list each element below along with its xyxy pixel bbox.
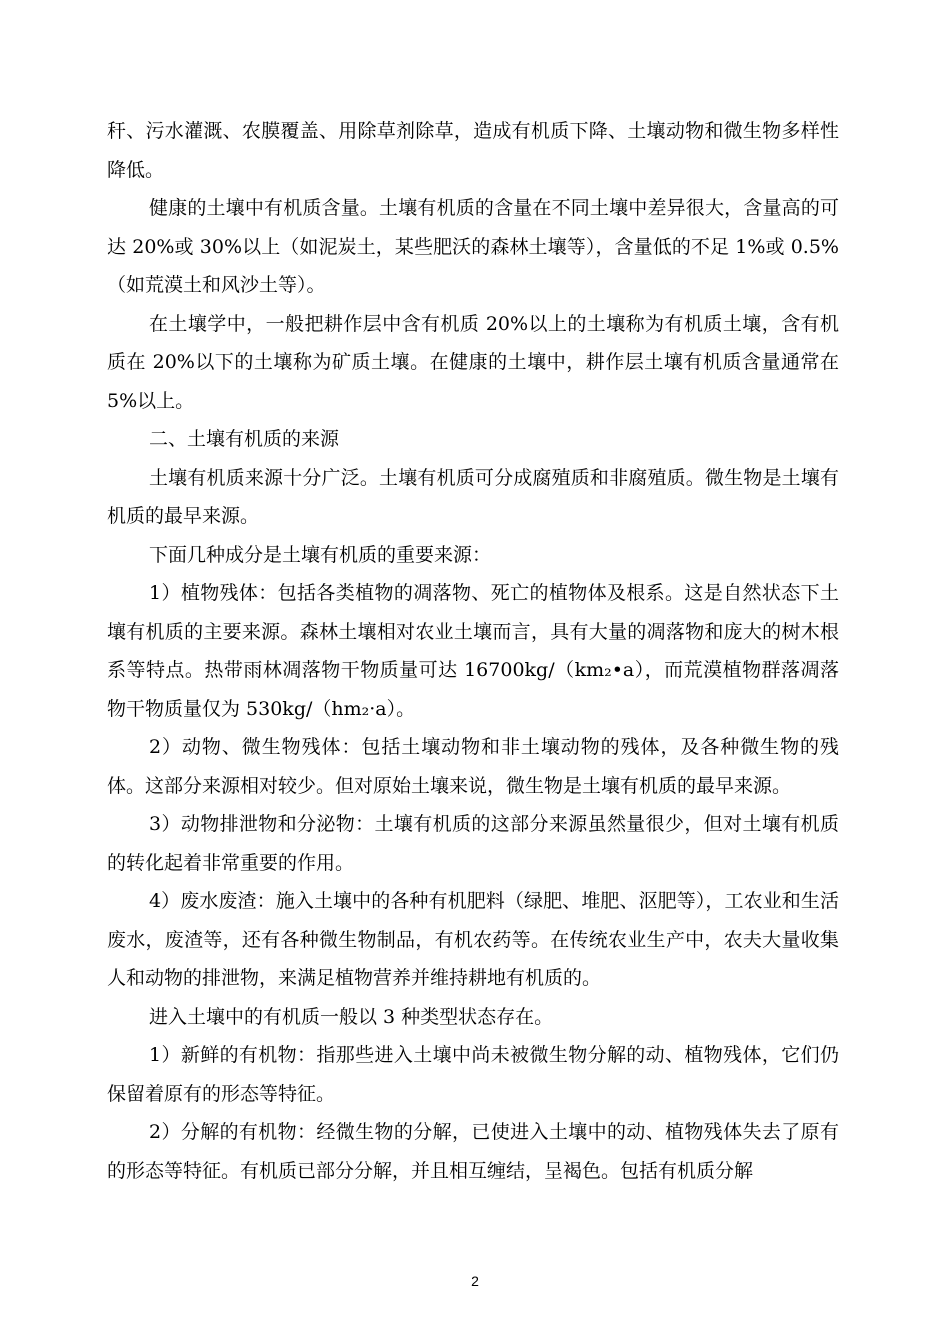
paragraph-3: 在土壤学中，一般把耕作层中含有机质 20%以上的土壤称为有机质土壤，含有机质在 20%以下的土壤称为矿质土壤。在健康的土壤中，耕作层土壤有机质含量通常在 5%以上。 (107, 312, 839, 412)
list-item-plant-residues: 1）植物残体：包括各类植物的凋落物、死亡的植物体及根系。这是自然状态下土壤有机质的主要来源。森林土壤相对农业土壤而言，具有大量的凋落物和庞大的树木根系等特点。热带雨林凋落物干物质量可达 16700kg/（km₂•a），而荒漠植物群落凋落物干物质量仅为 530kg/（hm₂·a）。 (107, 582, 839, 720)
paragraph-1: 秆、污水灌溉、农膜覆盖、用除草剂除草，造成有机质下降、土壤动物和微生物多样性降低。 (107, 120, 839, 181)
list-item-waste: 4）废水废渣：施入土壤中的各种有机肥料（绿肥、堆肥、沤肥等），工农业和生活废水，废渣等，还有各种微生物制品，有机农药等。在传统农业生产中，农夫大量收集人和动物的排泄物，来满足植物营养并维持耕地有机质的。 (107, 890, 839, 989)
list-item-animal-microbe-residues: 2）动物、微生物残体：包括土壤动物和非土壤动物的残体，及各种微生物的残体。这部分来源相对较少。但对原始土壤来说，微生物是土壤有机质的最早来源。 (107, 736, 839, 797)
document-body (107, 112, 839, 1190)
list-item-decomposed-organic: 2）分解的有机物：经微生物的分解，已使进入土壤中的动、植物残体失去了原有的形态等特征。有机质已部分分解，并且相互缠结，呈褐色。包括有机质分解 (107, 1121, 839, 1182)
paragraph-11: 进入土壤中的有机质一般以 3 种类型状态存在。 (149, 1005, 554, 1028)
paragraph-2: 健康的土壤中有机质含量。土壤有机质的含量在不同土壤中差异很大，含量高的可达 20%或 30%以上（如泥炭土，某些肥沃的森林土壤等），含量低的不足 1%或 0.5%（如荒漠土和风沙土等）。 (107, 197, 839, 296)
section-heading: 二、土壤有机质的来源 (149, 428, 340, 450)
paragraph-5: 土壤有机质来源十分广泛。土壤有机质可分成腐殖质和非腐殖质。微生物是土壤有机质的最早来源。 (107, 466, 839, 527)
page-number: 2 (471, 1273, 479, 1289)
paragraph-6: 下面几种成分是土壤有机质的重要来源： (149, 543, 492, 566)
list-item-excreta-secretions: 3）动物排泄物和分泌物：土壤有机质的这部分来源虽然量很少，但对土壤有机质的转化起着非常重要的作用。 (107, 813, 839, 874)
list-item-fresh-organic: 1）新鲜的有机物：指那些进入土壤中尚未被微生物分解的动、植物残体，它们仍保留着原有的形态等特征。 (107, 1044, 839, 1105)
